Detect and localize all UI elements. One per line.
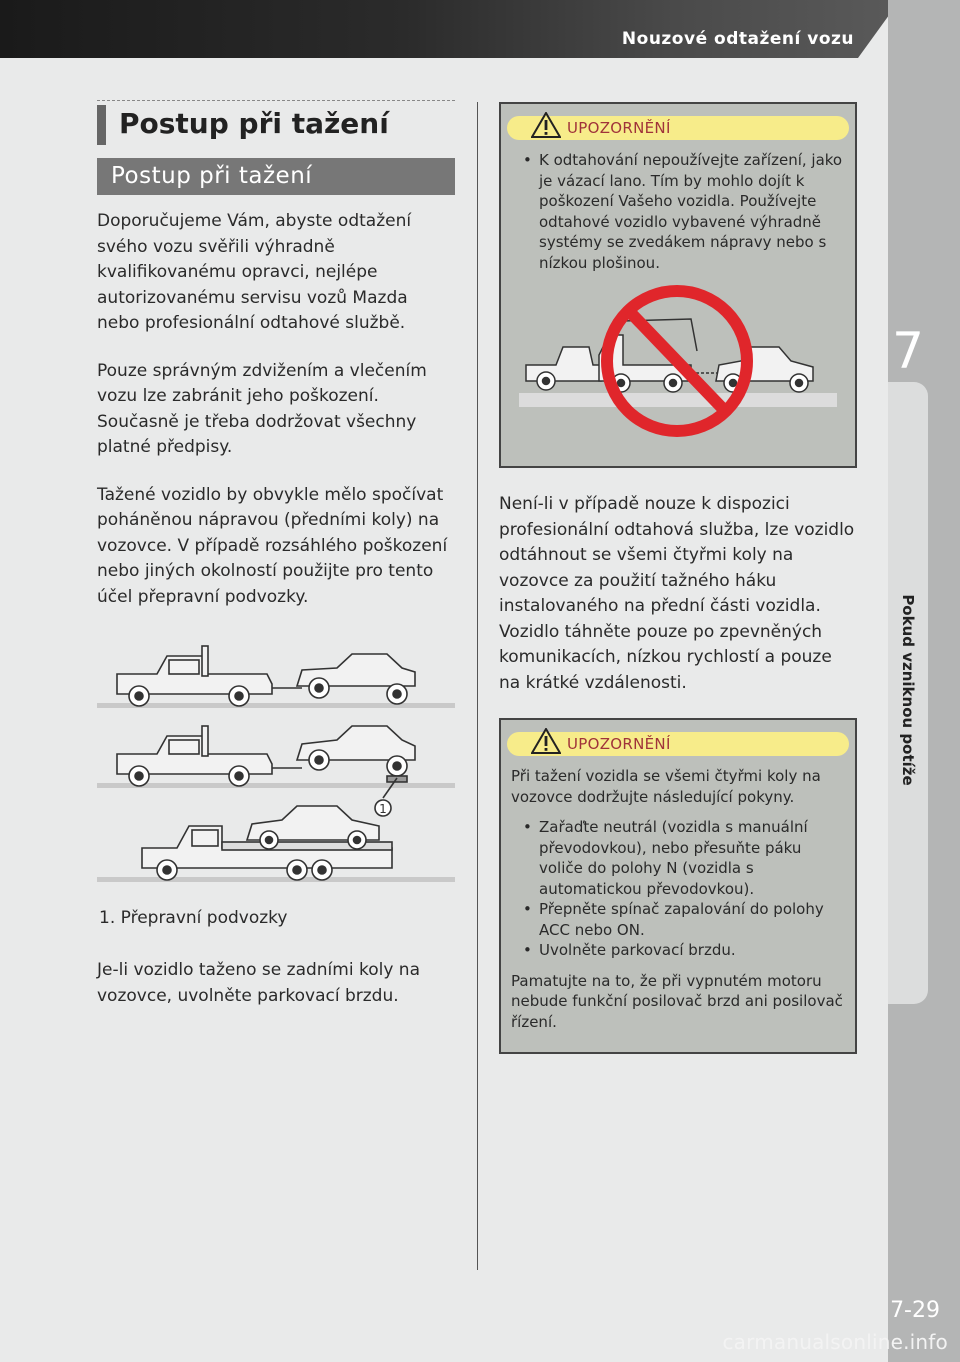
lifting-paragraph: Pouze správným zdvižením a vlečením vozu lze zabránit jeho poškození. Současně je třeba dodržovat všechny platné předpisy. xyxy=(97,360,427,457)
illustration-caption: 1. Přepravní podvozky xyxy=(99,908,288,928)
towed-car-1 xyxy=(297,654,415,704)
warning-item-parking-brake: • Uvolněte parkovací brzdu. xyxy=(511,940,847,961)
watermark: carmanualsonline.info xyxy=(722,1330,948,1354)
warning-title: UPOZORNĚNÍ xyxy=(567,735,671,753)
warning-box-2 xyxy=(499,718,857,1054)
section-title: Nouzové odtažení vozu xyxy=(621,29,854,49)
warning-item-neutral: • Zařaďte neutrál (vozidla s manuální převodovkou), nebo přesuňte páku voliče do polohy N (vozidla s automatickou převodovkou). xyxy=(511,817,847,899)
main-heading: Postup při tažení xyxy=(119,107,389,140)
column-divider xyxy=(477,102,478,1270)
towed-sedan xyxy=(716,347,813,392)
warning-title: UPOZORNĚNÍ xyxy=(567,119,671,137)
warning-item: • K odtahování nepoužívejte zařízení, jako je vázací lano. Tím by mohlo dojít k poškození Vašeho vozidla. Používejte odtahové vozidlo vybavené výhradně systémy se zvedákem nápravy nebo s nízkou plošinou. xyxy=(511,150,847,273)
warning-outro: Pamatujte na to, že při vypnutém motoru nebude funkční posilovač brzd ani posilovač řízení. xyxy=(511,971,843,1031)
main-heading-block xyxy=(97,100,455,148)
sub-heading: Postup při tažení xyxy=(97,158,455,195)
pickup-truck xyxy=(526,347,601,390)
right-column xyxy=(499,102,857,1054)
warning-triangle-icon xyxy=(531,112,561,138)
callout-number: 1 xyxy=(379,802,387,816)
prohibited-towing-illustration xyxy=(501,281,855,461)
intro-paragraph: Doporučujeme Vám, abyste odtažení svého vozu svěřili výhradně kvalifikovanému opravci, nejlépe autorizovanému servisu vozů Mazda nebo profesionální odtahové službě. xyxy=(97,211,412,333)
heading-bar xyxy=(97,105,106,145)
towed-car-2 xyxy=(297,726,415,782)
warning-intro: Při tažení vozidla se všemi čtyřmi koly na vozovce dodržujte následující pokyny. xyxy=(511,767,821,806)
chapter-title: Pokud vzniknou potíže xyxy=(899,594,917,786)
warning-triangle-icon xyxy=(531,728,561,754)
dollies-paragraph: Tažené vozidlo by obvykle mělo spočívat poháněnou nápravou (předními koly) na vozovce. V případě rozsáhlého poškození nebo jiných okolností použijte pro tento účel přepravní podvozky. xyxy=(97,484,448,607)
warning-list xyxy=(501,140,855,273)
towing-methods-illustration xyxy=(97,636,455,886)
emergency-towing-text: Není-li v případě nouze k dispozici profesionální odtahová služba, lze vozidlo odtáhnout se všemi čtyřmi koly na vozovce za použití tažného háku instalovaného na přední části vozidla. Vozidlo táhněte pouze po zpevněných komunikacích, nízkou rychlostí a pouze na krátké vzdálenosti. xyxy=(499,494,855,693)
rear-wheels-note: Je-li vozidlo taženo se zadními koly na vozovce, uvolněte parkovací brzdu. xyxy=(97,960,420,1006)
prohibition-sign-icon xyxy=(607,291,747,431)
page-number: 7-29 xyxy=(890,1298,940,1323)
left-column xyxy=(97,100,455,1009)
warning-item-ignition: • Přepněte spínač zapalování do polohy ACC nebo ON. xyxy=(511,899,847,940)
chapter-number: 7 xyxy=(892,322,924,380)
warning-header xyxy=(507,732,849,756)
warning-header xyxy=(507,116,849,140)
warning-list xyxy=(501,807,855,961)
warning-box-1 xyxy=(499,102,857,468)
